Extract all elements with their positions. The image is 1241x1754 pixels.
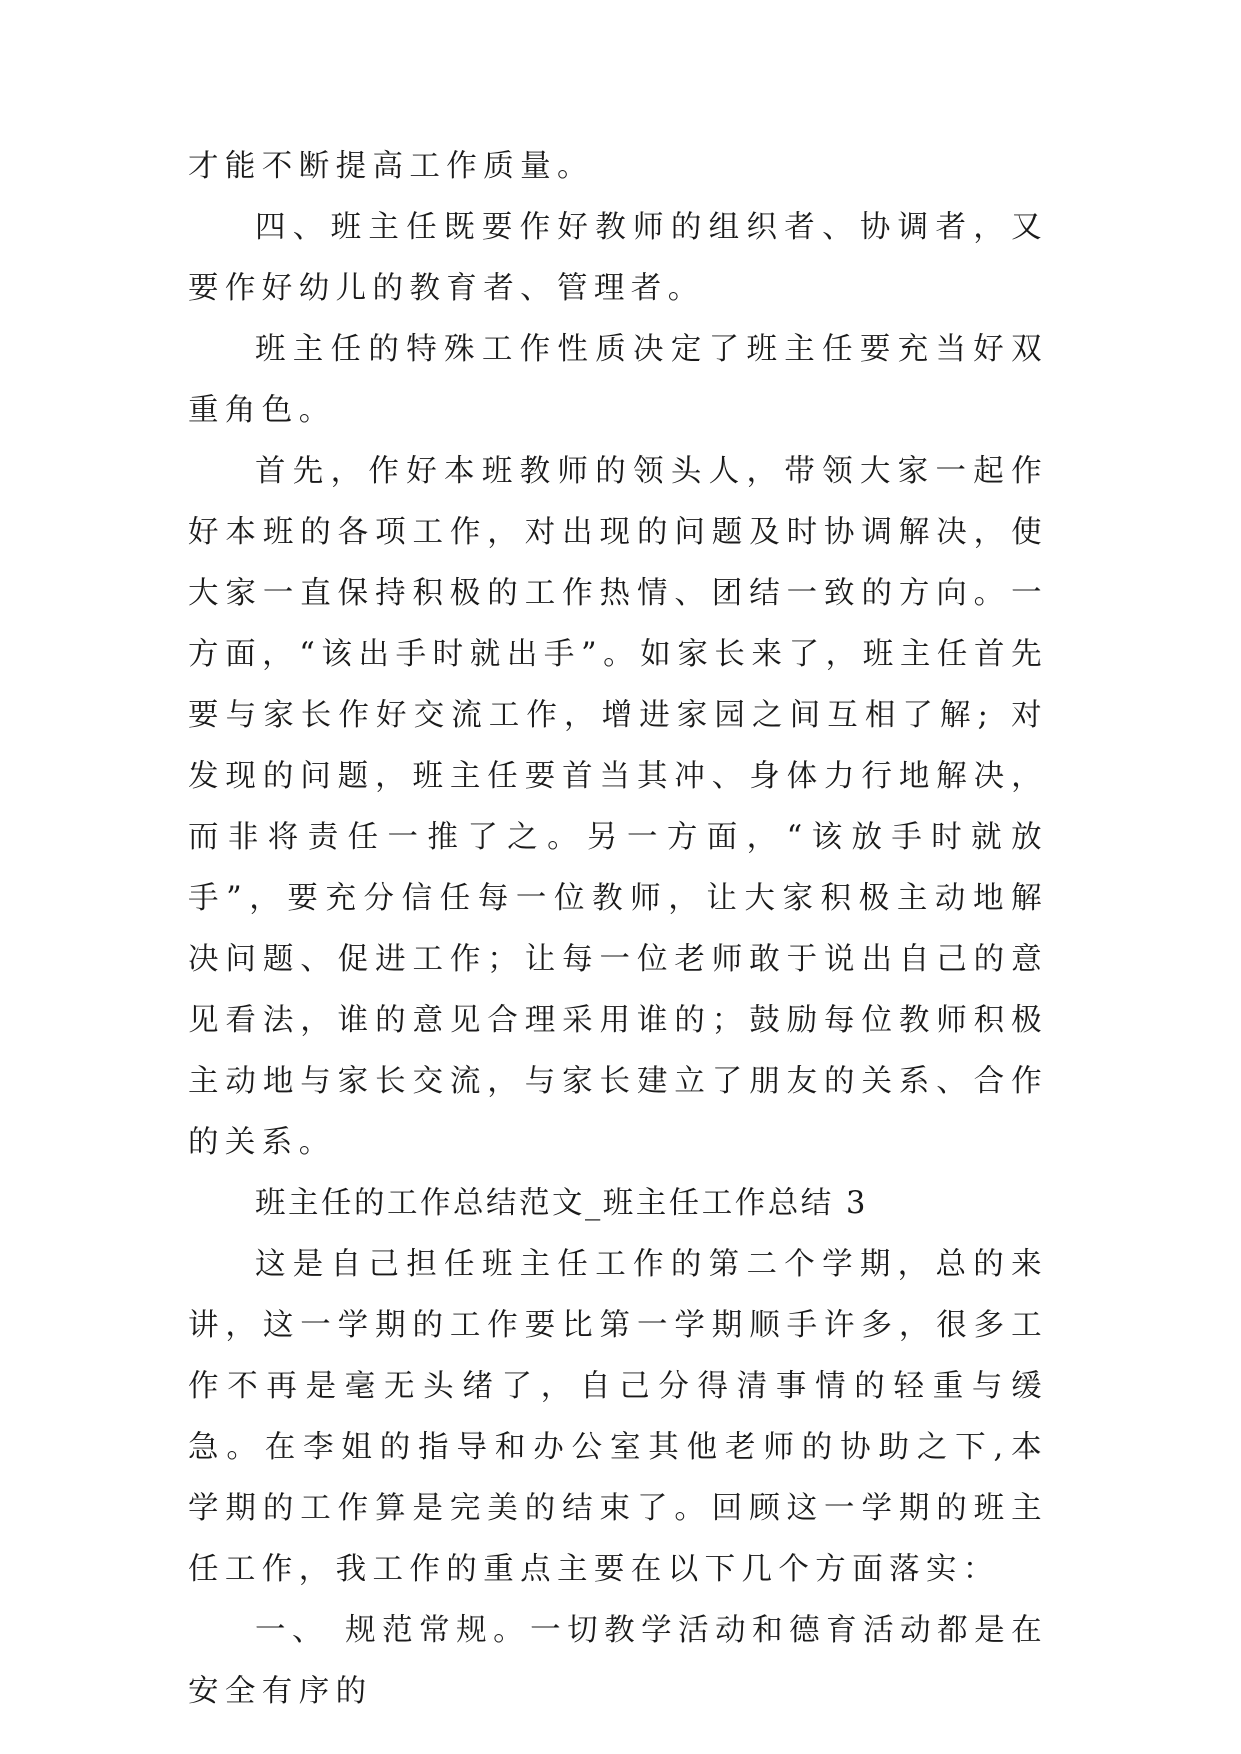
paragraph-continuation: 才能不断提高工作质量。	[188, 149, 594, 184]
paragraph-section-four: 四、班主任既要作好教师的组织者、协调者，又要作好幼儿的教育者、管理者。	[188, 210, 1048, 306]
paragraph-leader: 首先，作好本班教师的领头人，带领大家一起作好本班的各项工作，对出现的问题及时协调解决，使大家一直保持积极的工作热情、团结一致的方向。一方面，“该出手时就出手”。如家长来了，班主任首先要与家长作好交流工作，增进家园之间互相了解; 对发现的问题，班主任要首当其冲、身体力行地解决，而非将责任一推了之。另一方面，“该放手时就放手”，要充分信任每一位教师，让大家积极主动地解决问题、促进工作；让每一位老师敢于说出自己的意见看法，谁的意见合理采用谁的；鼓励每位教师积极主动地与家长交流，与家长建立了朋友的关系、合作的关系。	[188, 454, 1048, 1160]
paragraph-second-semester: 这是自己担任班主任工作的第二个学期，总的来讲，这一学期的工作要比第一学期顺手许多，很多工作不再是毫无头绪了，自己分得清事情的轻重与缓急。在李姐的指导和办公室其他老师的协助之下,本学期的工作算是完美的结束了。回顾这一学期的班主任工作，我工作的重点主要在以下几个方面落实：	[188, 1247, 1048, 1587]
paragraph-norms: 一、 规范常规。一切教学活动和德育活动都是在安全有序的	[188, 1613, 1048, 1709]
section-heading: 班主任的工作总结范文_班主任工作总结 3	[255, 1186, 868, 1221]
paragraph-dual-role: 班主任的特殊工作性质决定了班主任要充当好双重角色。	[188, 332, 1048, 428]
body-text	[188, 136, 1048, 1722]
